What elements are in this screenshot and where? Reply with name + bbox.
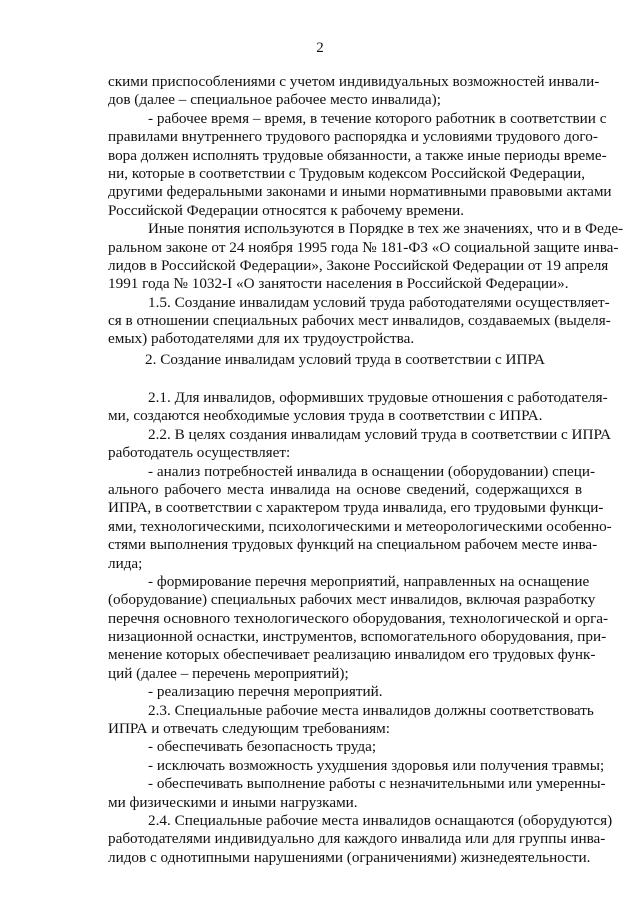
text-line: - реализацию перечня мероприятий. xyxy=(148,683,383,701)
text-line: - формирование перечня мероприятий, направленных на оснащение xyxy=(148,572,590,590)
text-line: работодатель осуществляет: xyxy=(108,444,291,462)
section-1-text xyxy=(108,73,624,349)
text-line: (оборудование) специальных рабочих мест инвалидов, включая разработку xyxy=(108,591,596,609)
text-line: Российской Федерации относятся к рабочему времени. xyxy=(108,201,465,219)
text-line: дов (далее – специальное рабочее место инвалида); xyxy=(108,91,441,109)
text-line: лида; xyxy=(108,554,143,572)
text-line: ми физическими и иными нагрузками. xyxy=(108,793,358,811)
text-line: ральном законе от 24 ноября 1995 года № 181-ФЗ «О социальной защите инва- xyxy=(108,238,619,256)
section-2-heading-block xyxy=(108,351,582,369)
text-line: - обеспечивать выполнение работы с незначительными или умеренны- xyxy=(148,775,606,793)
text-line: другими федеральными законами и иными нормативными правовыми актами xyxy=(108,183,612,201)
text-line: - рабочее время – время, в течение которого работник в соответствии с xyxy=(148,109,607,127)
text-line: Иные понятия используются в Порядке в тех же значениях, что и в Феде- xyxy=(148,220,624,238)
text-line: лидов в Российской Федерации», Законе Российской Федерации от 19 апреля xyxy=(108,256,609,274)
text-line: лидов с однотипными нарушениями (ограничениями) жизнедеятельности. xyxy=(108,848,591,866)
text-line: вора должен исполнять трудовые обязанности, а также иные периоды време- xyxy=(108,146,607,164)
text-line: перечня основного технологического оборудования, технологической и орга- xyxy=(108,609,609,627)
text-line: правилами внутреннего трудового распорядка и условиями трудового дого- xyxy=(108,128,598,146)
text-line: - исключать возможность ухудшения здоровья или получения травмы; xyxy=(148,756,605,774)
text-line: работодателями индивидуально для каждого инвалида или для группы инва- xyxy=(108,830,606,848)
text-line: ни, которые в соответствии с Трудовым кодексом Российской Федерации, xyxy=(108,164,586,182)
text-line: ИПРА, в соответствии с характером труда инвалида, его трудовыми функци- xyxy=(108,499,604,517)
text-line: ального рабочего места инвалида на основе сведений, содержащихся в xyxy=(108,480,582,498)
text-line: 2.1. Для инвалидов, оформивших трудовые отношения с работодателя- xyxy=(148,389,608,406)
section-2-text xyxy=(108,389,613,867)
text-line: ями, технологическими, психологическими и метеорологическими особенно- xyxy=(108,517,612,535)
text-line: стями выполнения трудовых функций на специальном рабочем месте инва- xyxy=(108,536,598,554)
text-line: низационной оснастки, инструментов, вспомогательного оборудования, при- xyxy=(108,628,607,646)
page-number: 2 xyxy=(316,40,324,56)
text-line: 1.5. Создание инвалидам условий труда работодателями осуществляет- xyxy=(148,293,610,311)
text-line: скими приспособлениями с учетом индивидуальных возможностей инвали- xyxy=(108,73,600,90)
text-line: емых) работодателями для их трудоустройства. xyxy=(108,330,415,348)
text-line: ся в отношении специальных рабочих мест инвалидов, создаваемых (выделя- xyxy=(108,312,611,330)
section-heading: 2. Создание инвалидам условий труда в соответствии с ИПРА xyxy=(145,351,545,368)
text-line: - анализ потребностей инвалида в оснащении (оборудовании) специ- xyxy=(148,462,596,480)
text-line: 2.2. В целях создания инвалидам условий труда в соответствии с ИПРА xyxy=(148,425,611,443)
text-line: менение которых обеспечивает реализацию инвалидом его трудовых функ- xyxy=(108,646,596,664)
text-line: 2.4. Специальные рабочие места инвалидов оснащаются (оборудуются) xyxy=(148,811,613,829)
text-line: - обеспечивать безопасность труда; xyxy=(148,738,377,756)
text-line: 1991 года № 1032-I «О занятости населения в Российской Федерации». xyxy=(108,275,569,293)
text-line: 2.3. Специальные рабочие места инвалидов должны соответствовать xyxy=(148,701,594,719)
text-line: ми, создаются необходимые условия труда в соответствии с ИПРА. xyxy=(108,407,543,425)
text-line: ций (далее – перечень мероприятий); xyxy=(108,664,349,682)
text-line: ИПРА и отвечать следующим требованиям: xyxy=(108,720,390,738)
